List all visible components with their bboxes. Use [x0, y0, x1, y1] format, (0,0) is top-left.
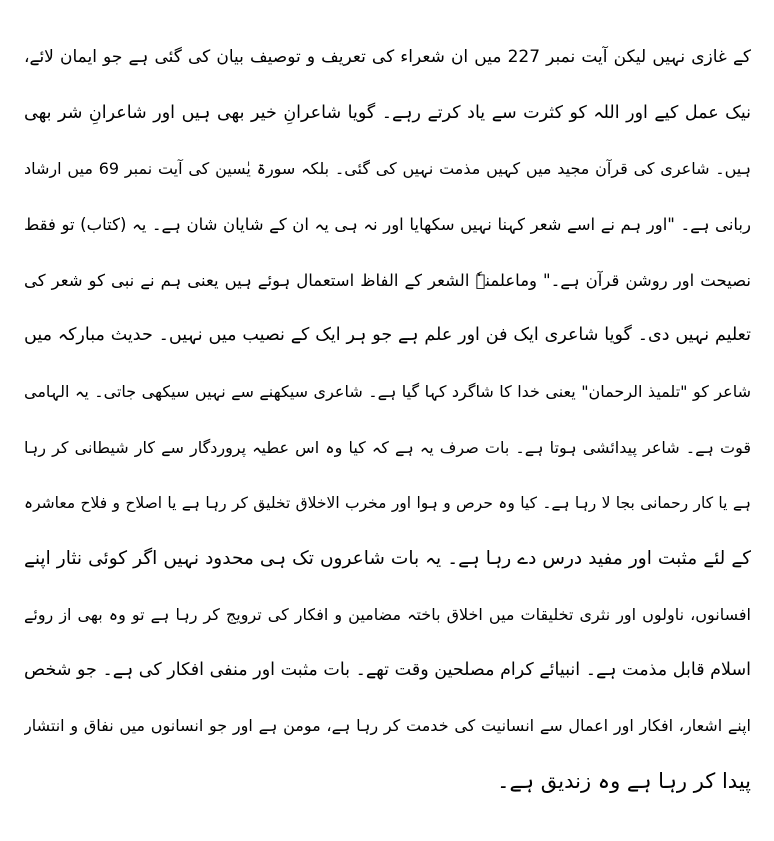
- body-paragraph: [24, 30, 751, 810]
- text-line: اپنے اشعار، افکار اور اعمال سے انسانیت کی خدمت کر رہا ہے، مومن ہے اور جو انسانوں میں نفاق و انتشار: [24, 716, 751, 736]
- text-line: تعلیم نہیں دی۔ گویا شاعری ایک فن اور علم ہے جو ہر ایک کے نصیب میں نہیں۔ حدیث مبارکہ میں: [24, 325, 751, 346]
- text-line: کے غازی نہیں لیکن آیت نمبر 227 میں ان شعراء کی تعریف و توصیف بیان کی گئی ہے جو ایمان لائے،: [24, 47, 751, 67]
- text-line: شاعر کو "تلمیذ الرحمان" یعنی خدا کا شاگرد کہا گیا ہے۔ شاعری سیکھنے سے نہیں سیکھی جاتی۔ یہ الہامی: [24, 382, 751, 402]
- text-line: کے لئے مثبت اور مفید درس دے رہا ہے۔ یہ بات شاعروں تک ہی محدود نہیں اگر کوئی نثار اپنے: [24, 548, 751, 570]
- text-line: نصیحت اور روشن قرآن ہے۔" وماعلمنہٗ الشعر کے الفاظ استعمال ہوئے ہیں یعنی ہم نے نبی کو شعر کی: [24, 270, 751, 290]
- text-line: ہے یا کار رحمانی بجا لا رہا ہے۔ کیا وہ حرص و ہوا اور مخرب الاخلاق تخلیق کر رہا ہے یا اصلاح و فلاح معاشرہ: [24, 493, 751, 512]
- urdu-text-page: [24, 30, 751, 810]
- text-line: قوت ہے۔ شاعر پیدائشی ہوتا ہے۔ بات صرف یہ ہے کہ کیا وہ اس عطیہ پروردگار سے کار شیطانی کر رہا: [24, 437, 751, 457]
- text-line: ہیں۔ شاعری کی قرآن مجید میں کہیں مذمت نہیں کی گئی۔ بلکہ سورۃ یٰسین کی آیت نمبر 69 میں ارشاد: [24, 159, 751, 179]
- text-line-last: پیدا کر رہا ہے وہ زندیق ہے۔: [497, 768, 751, 793]
- text-line: افسانوں، ناولوں اور نثری تخلیقات میں اخلاق باختہ مضامین و افکار کی ترویج کر رہا ہے تو وہ بھی از روئے: [24, 604, 751, 624]
- text-line: نیک عمل کیے اور اللہ کو کثرت سے یاد کرتے رہے۔ گویا شاعرانِ خیر بھی ہیں اور شاعرانِ شر بھی: [24, 102, 751, 123]
- text-line: ربانی ہے۔ "اور ہم نے اسے شعر کہنا نہیں سکھایا اور نہ ہی یہ ان کے شایان شان ہے۔ یہ (کتاب) تو فقط: [24, 215, 751, 235]
- text-line: اسلام قابل مذمت ہے۔ انبیائے کرام مصلحین وقت تھے۔ بات مثبت اور منفی افکار کی ہے۔ جو شخص: [24, 659, 751, 680]
